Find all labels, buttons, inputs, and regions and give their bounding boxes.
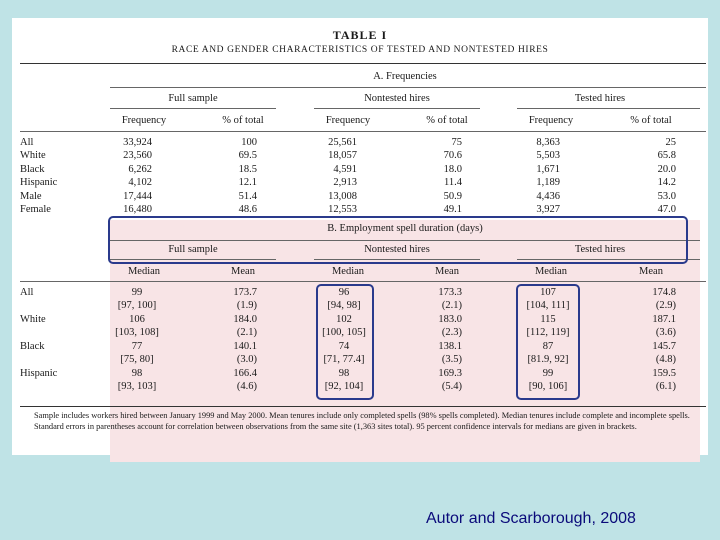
table-cell: 12,553 [328, 204, 357, 215]
table-cell: 51.4 [238, 190, 257, 202]
col-header: Median [331, 266, 365, 277]
col-header: Mean [435, 266, 459, 277]
table-cell: 48.6 [238, 204, 257, 215]
table-cell: 138.1 [438, 341, 462, 352]
table-cell: 23,560 [123, 150, 152, 162]
standard-error: (4.8) [655, 354, 676, 365]
rule [110, 87, 706, 88]
col-header: Frequency [325, 115, 371, 126]
table-cell: 4,436 [536, 190, 560, 202]
table-cell: 174.8 [652, 287, 676, 298]
confidence-interval: [112, 119] [526, 327, 570, 338]
table-cell: 74 [338, 341, 350, 352]
table-cell: 173.7 [233, 287, 257, 298]
row-label: Female [20, 204, 51, 215]
table-cell: 13,008 [328, 190, 357, 202]
table-cell: 98 [131, 368, 143, 379]
panel-a-title: A. Frequencies [373, 71, 437, 82]
col-header: Mean [231, 266, 255, 277]
standard-error: (4.6) [236, 381, 257, 392]
top-rule [20, 63, 706, 64]
table-cell: 77 [131, 341, 143, 352]
table-cell: 75 [451, 137, 462, 148]
table-note: Sample includes workers hired between January 1999 and May 2000. Mean tenures include only completed spells (98% spells completed). Median tenures include complete and incomplete spells. Standard errors in parentheses account for correlation between observations from the same site (1,363 sites total). 95 percent confidence intervals for medians are given in brackets. [34, 411, 690, 431]
table-cell: 2,913 [333, 177, 357, 189]
table-cell: 25,561 [328, 137, 357, 148]
table-cell: 115 [540, 314, 556, 325]
table-cell: 33,924 [123, 137, 152, 148]
table-cell: 50.9 [443, 190, 462, 202]
table-cell: 5,503 [536, 150, 560, 162]
table-cell: 106 [129, 314, 145, 325]
col-header: Mean [639, 266, 663, 277]
table-cell: 96 [338, 287, 350, 298]
col-header: Frequency [121, 115, 167, 126]
row-label: Hispanic [20, 177, 58, 189]
table-title: RACE AND GENDER CHARACTERISTICS OF TESTED AND NONTESTED HIRES [171, 45, 549, 55]
table-cell: 70.6 [443, 150, 462, 162]
table-cell: 11.4 [444, 177, 462, 189]
confidence-interval: [92, 104] [324, 381, 364, 392]
nontested-median-highlight-box [316, 284, 374, 400]
table-cell: 99 [542, 368, 554, 379]
table-cell: 16,480 [123, 204, 152, 215]
table-cell: 140.1 [233, 341, 257, 352]
rule [20, 281, 706, 282]
table-cell: 8,363 [536, 137, 560, 148]
standard-error: (2.9) [655, 300, 676, 311]
rule [20, 131, 706, 132]
table-cell: 87 [542, 341, 554, 352]
table-cell: 49.1 [443, 204, 462, 215]
table-cell: 18,057 [328, 150, 357, 162]
panel-a-group-tested: Tested hires [574, 93, 626, 104]
table-cell: 14.2 [657, 177, 676, 189]
table-cell: 18.5 [238, 163, 257, 175]
standard-error: (3.6) [655, 327, 676, 338]
standard-error: (2.1) [236, 327, 257, 338]
panel-a-group-nontested: Nontested hires [364, 93, 430, 104]
table-cell: 102 [336, 314, 352, 325]
row-label: All [20, 287, 34, 298]
confidence-interval: [93, 103] [117, 381, 157, 392]
row-label: White [20, 314, 46, 325]
col-header: % of total [630, 115, 672, 126]
table-cell: 1,671 [536, 163, 560, 175]
standard-error: (3.5) [441, 354, 462, 365]
table-cell: 17,444 [123, 190, 152, 202]
confidence-interval: [90, 106] [528, 381, 568, 392]
row-label: Male [20, 190, 42, 202]
table-label: TABLE I [332, 28, 388, 42]
confidence-interval: [97, 100] [117, 300, 157, 311]
table-cell: 183.0 [438, 314, 462, 325]
confidence-interval: [104, 111] [526, 300, 570, 311]
table-cell: 12.1 [238, 177, 257, 189]
table-cell: 18.0 [443, 163, 462, 175]
table-cell: 173.3 [438, 287, 462, 298]
standard-error: (3.0) [236, 354, 257, 365]
table-cell: 4,591 [333, 163, 357, 175]
row-label: Hispanic [20, 368, 58, 379]
rule [314, 108, 480, 109]
rule [517, 108, 700, 109]
table-cell: 159.5 [652, 368, 676, 379]
table-cell: 100 [241, 137, 257, 148]
table-cell: 187.1 [652, 314, 676, 325]
table-cell: 65.8 [657, 150, 676, 162]
table-cell: 20.0 [657, 163, 676, 175]
row-label: All [20, 137, 34, 148]
table-cell: 145.7 [652, 341, 676, 352]
row-label: Black [20, 163, 45, 175]
table-cell: 69.5 [238, 150, 257, 162]
row-label: White [20, 150, 46, 162]
table-cell: 53.0 [657, 190, 676, 202]
confidence-interval: [100, 105] [322, 327, 366, 338]
table-cell: 107 [540, 287, 556, 298]
table-cell: 25 [665, 137, 676, 148]
panel-b-header-highlight-box [108, 216, 688, 264]
table-cell: 1,189 [536, 177, 560, 189]
rule [110, 108, 276, 109]
row-label: Black [20, 341, 45, 352]
panel-a-group-full: Full sample [168, 93, 218, 104]
confidence-interval: [94, 98] [327, 300, 361, 311]
panel-b-group-tested: Tested hires [574, 244, 626, 255]
panel-b-title: B. Employment spell duration (days) [327, 223, 483, 234]
panel-b-group-nontested: Nontested hires [364, 244, 430, 255]
table-cell: 6,262 [128, 163, 152, 175]
citation-caption: Autor and Scarborough, 2008 [426, 510, 636, 527]
col-header: Frequency [528, 115, 574, 126]
confidence-interval: [71, 77.4] [323, 354, 365, 365]
tested-median-highlight-box [516, 284, 580, 400]
standard-error: (6.1) [655, 381, 676, 392]
standard-error: (5.4) [441, 381, 462, 392]
bottom-rule [20, 406, 706, 407]
panel-b-group-full: Full sample [168, 244, 218, 255]
standard-error: (1.9) [236, 300, 257, 311]
table-cell: 98 [338, 368, 350, 379]
confidence-interval: [103, 108] [115, 327, 159, 338]
standard-error: (2.3) [441, 327, 462, 338]
table-cell: 184.0 [233, 314, 257, 325]
col-header: Median [534, 266, 568, 277]
table-cell: 47.0 [657, 204, 676, 215]
table-cell: 99 [131, 287, 143, 298]
table-cell: 3,927 [536, 204, 560, 215]
table-cell: 4,102 [128, 177, 152, 189]
table-cell: 169.3 [438, 368, 462, 379]
confidence-interval: [81.9, 92] [527, 354, 569, 365]
standard-error: (2.1) [441, 300, 462, 311]
confidence-interval: [75, 80] [120, 354, 154, 365]
col-header: % of total [426, 115, 468, 126]
col-header: Median [127, 266, 161, 277]
table-cell: 166.4 [233, 368, 257, 379]
col-header: % of total [222, 115, 264, 126]
